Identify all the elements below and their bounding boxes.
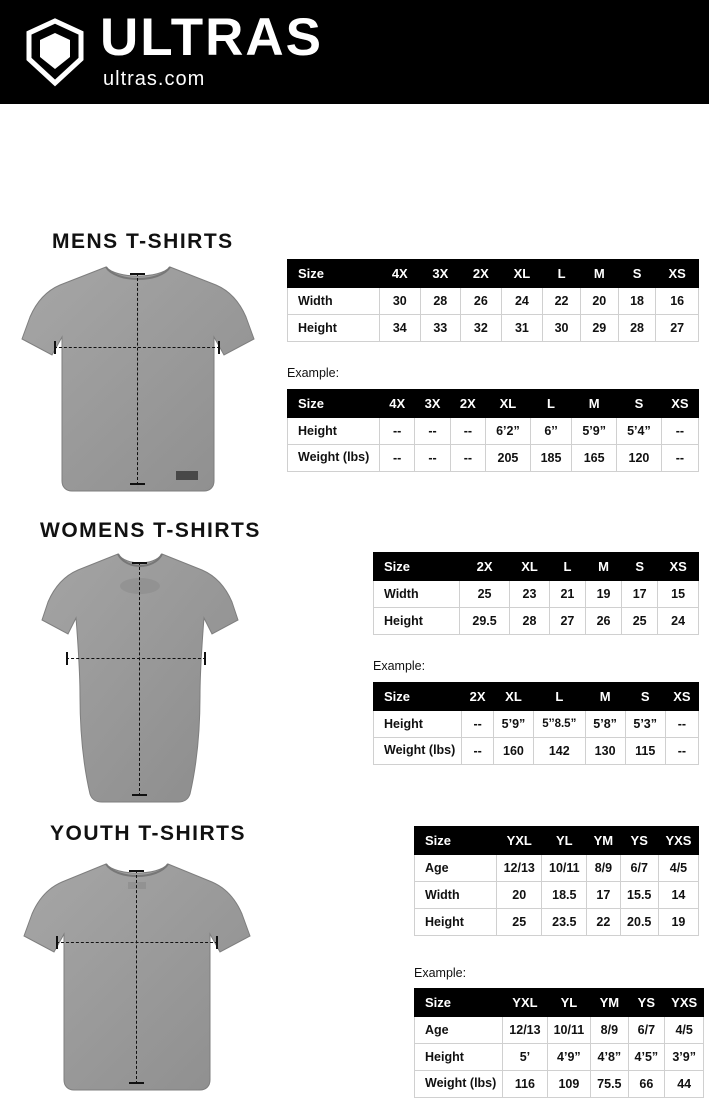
cell: --	[415, 445, 450, 472]
cell: 26	[461, 288, 502, 315]
cell: 75.5	[591, 1071, 628, 1098]
mens-tshirt-illustration	[8, 259, 270, 499]
row-label-weight: Weight (lbs)	[415, 1071, 503, 1098]
cell: 116	[503, 1071, 547, 1098]
cell: 5’3”	[625, 711, 665, 738]
row-label-height: Height	[288, 418, 380, 445]
cell: 16	[656, 288, 699, 315]
mens-example-label: Example:	[287, 366, 340, 380]
cell: 29	[580, 315, 618, 342]
cell: 130	[585, 738, 625, 765]
col-l: L	[543, 260, 581, 288]
cell: 66	[628, 1071, 665, 1098]
womens-example-table	[373, 682, 699, 765]
womens-width-dashed-line	[66, 658, 206, 659]
cell: 8/9	[587, 855, 620, 882]
row-label-height: Height	[415, 909, 497, 936]
cell: --	[462, 738, 494, 765]
cell: 32	[461, 315, 502, 342]
col-3x: 3X	[415, 390, 450, 418]
cell: 15.5	[620, 882, 658, 909]
cell: 165	[572, 445, 617, 472]
table-row	[288, 445, 699, 472]
col-yxl: YXL	[497, 827, 542, 855]
cell: 29.5	[460, 608, 510, 635]
col-m: M	[580, 260, 618, 288]
table-header-row	[415, 827, 699, 855]
cell: 10/11	[542, 855, 587, 882]
col-size: Size	[374, 683, 462, 711]
col-s: S	[617, 390, 662, 418]
cell: 5’’8.5”	[534, 711, 586, 738]
cell: 22	[587, 909, 620, 936]
cell: 109	[547, 1071, 591, 1098]
row-label-age: Age	[415, 1017, 503, 1044]
col-xl: XL	[486, 390, 531, 418]
cell: 205	[486, 445, 531, 472]
col-xl: XL	[501, 260, 543, 288]
cell: 6’2”	[486, 418, 531, 445]
cell: 30	[543, 315, 581, 342]
cell: 27	[549, 608, 585, 635]
cell: 33	[420, 315, 461, 342]
col-2x: 2X	[462, 683, 494, 711]
cell: 28	[510, 608, 550, 635]
cell: 10/11	[547, 1017, 591, 1044]
cell: 20	[497, 882, 542, 909]
row-label-width: Width	[288, 288, 380, 315]
col-ym: YM	[587, 827, 620, 855]
col-s: S	[618, 260, 656, 288]
cell: 4’5”	[628, 1044, 665, 1071]
womens-width-cap-left	[66, 652, 68, 665]
col-s: S	[625, 683, 665, 711]
row-label-height: Height	[374, 608, 460, 635]
womens-height-cap-bottom	[132, 794, 147, 796]
womens-example-label: Example:	[373, 659, 426, 673]
col-ys: YS	[620, 827, 658, 855]
col-yl: YL	[547, 989, 591, 1017]
col-size: Size	[415, 827, 497, 855]
cell: 19	[586, 581, 622, 608]
cell: 4’8”	[591, 1044, 628, 1071]
cell: 28	[420, 288, 461, 315]
page-header	[0, 0, 709, 104]
col-2x: 2X	[461, 260, 502, 288]
cell: 27	[656, 315, 699, 342]
youth-size-table	[414, 826, 699, 936]
cell: 24	[658, 608, 699, 635]
cell: 26	[586, 608, 622, 635]
table-row	[374, 608, 699, 635]
mens-width-cap-left	[54, 341, 56, 354]
col-m: M	[572, 390, 617, 418]
row-label-weight: Weight (lbs)	[288, 445, 380, 472]
cell: 18	[618, 288, 656, 315]
col-size: Size	[415, 989, 503, 1017]
col-xs: XS	[656, 260, 699, 288]
mens-size-table	[287, 259, 699, 342]
ultras-shield-icon	[18, 15, 92, 89]
section-title-mens: MENS T-SHIRTS	[52, 230, 234, 253]
cell: 4/5	[658, 855, 698, 882]
cell: 19	[658, 909, 698, 936]
col-size: Size	[288, 260, 380, 288]
cell: 20	[580, 288, 618, 315]
cell: 3’9”	[665, 1044, 704, 1071]
table-row	[374, 711, 699, 738]
cell: 30	[380, 288, 421, 315]
cell: --	[380, 418, 415, 445]
cell: 25	[497, 909, 542, 936]
cell: --	[665, 711, 698, 738]
col-yxs: YXS	[658, 827, 698, 855]
cell: 18.5	[542, 882, 587, 909]
cell: --	[450, 418, 485, 445]
col-l: L	[534, 683, 586, 711]
cell: 6’’	[530, 418, 571, 445]
col-xs: XS	[665, 683, 698, 711]
cell: 21	[549, 581, 585, 608]
cell: 23	[510, 581, 550, 608]
row-label-height: Height	[374, 711, 462, 738]
youth-width-dashed-line	[56, 942, 218, 943]
table-row	[415, 909, 699, 936]
youth-tshirt-illustration	[6, 854, 268, 1104]
col-s: S	[622, 553, 658, 581]
col-3x: 3X	[420, 260, 461, 288]
cell: --	[450, 445, 485, 472]
cell: --	[462, 711, 494, 738]
cell: 17	[587, 882, 620, 909]
womens-height-dashed-line	[139, 562, 140, 796]
table-row	[415, 882, 699, 909]
col-4x: 4X	[380, 260, 421, 288]
cell: 5’8”	[585, 711, 625, 738]
cell: --	[661, 418, 698, 445]
cell: 34	[380, 315, 421, 342]
womens-tshirt-illustration	[30, 546, 250, 811]
mens-height-dashed-line	[137, 273, 138, 485]
table-row	[415, 855, 699, 882]
row-label-weight: Weight (lbs)	[374, 738, 462, 765]
cell: 20.5	[620, 909, 658, 936]
cell: 6/7	[620, 855, 658, 882]
cell: 8/9	[591, 1017, 628, 1044]
cell: 4’9”	[547, 1044, 591, 1071]
col-4x: 4X	[380, 390, 415, 418]
brand-title: ULTRAS	[100, 8, 323, 68]
table-row	[415, 1044, 704, 1071]
col-size: Size	[374, 553, 460, 581]
cell: 4/5	[665, 1017, 704, 1044]
col-2x: 2X	[460, 553, 510, 581]
cell: 185	[530, 445, 571, 472]
cell: 12/13	[497, 855, 542, 882]
cell: 5’9”	[493, 711, 533, 738]
table-row	[415, 1071, 704, 1098]
col-2x: 2X	[450, 390, 485, 418]
mens-example-table	[287, 389, 699, 472]
table-header-row	[288, 390, 699, 418]
table-row	[374, 581, 699, 608]
col-xl: XL	[493, 683, 533, 711]
cell: 14	[658, 882, 698, 909]
cell: --	[415, 418, 450, 445]
col-l: L	[530, 390, 571, 418]
table-row	[288, 418, 699, 445]
col-yxl: YXL	[503, 989, 547, 1017]
youth-example-label: Example:	[414, 966, 467, 980]
col-xl: XL	[510, 553, 550, 581]
cell: 5’9”	[572, 418, 617, 445]
cell: 17	[622, 581, 658, 608]
table-header-row	[415, 989, 704, 1017]
cell: 115	[625, 738, 665, 765]
brand-website: ultras.com	[103, 67, 206, 90]
cell: 22	[543, 288, 581, 315]
col-ys: YS	[628, 989, 665, 1017]
cell: 5’4”	[617, 418, 662, 445]
cell: 24	[501, 288, 543, 315]
mens-height-cap-bottom	[130, 483, 145, 485]
cell: 6/7	[628, 1017, 665, 1044]
col-xs: XS	[661, 390, 698, 418]
row-label-height: Height	[415, 1044, 503, 1071]
col-m: M	[586, 553, 622, 581]
row-label-width: Width	[374, 581, 460, 608]
youth-height-dashed-line	[136, 870, 137, 1084]
table-row	[415, 1017, 704, 1044]
cell: 12/13	[503, 1017, 547, 1044]
row-label-width: Width	[415, 882, 497, 909]
youth-example-table	[414, 988, 704, 1098]
cell: 160	[493, 738, 533, 765]
col-yl: YL	[542, 827, 587, 855]
womens-width-cap-right	[204, 652, 206, 665]
mens-height-cap-top	[130, 273, 145, 275]
cell: --	[665, 738, 698, 765]
col-xs: XS	[658, 553, 699, 581]
col-l: L	[549, 553, 585, 581]
section-title-youth: YOUTH T-SHIRTS	[50, 822, 247, 845]
col-ym: YM	[591, 989, 628, 1017]
youth-width-cap-right	[216, 936, 218, 949]
cell: --	[380, 445, 415, 472]
col-m: M	[585, 683, 625, 711]
table-row	[374, 738, 699, 765]
womens-height-cap-top	[132, 562, 147, 564]
cell: 25	[460, 581, 510, 608]
youth-height-cap-top	[129, 870, 144, 872]
col-size: Size	[288, 390, 380, 418]
cell: 120	[617, 445, 662, 472]
table-header-row	[288, 260, 699, 288]
mens-width-cap-right	[218, 341, 220, 354]
table-row	[288, 315, 699, 342]
row-label-age: Age	[415, 855, 497, 882]
row-label-height: Height	[288, 315, 380, 342]
womens-size-table	[373, 552, 699, 635]
cell: 5’	[503, 1044, 547, 1071]
youth-height-cap-bottom	[129, 1082, 144, 1084]
cell: 44	[665, 1071, 704, 1098]
cell: 31	[501, 315, 543, 342]
col-yxs: YXS	[665, 989, 704, 1017]
cell: 15	[658, 581, 699, 608]
table-row	[288, 288, 699, 315]
cell: 142	[534, 738, 586, 765]
youth-width-cap-left	[56, 936, 58, 949]
cell: 25	[622, 608, 658, 635]
table-header-row	[374, 683, 699, 711]
table-header-row	[374, 553, 699, 581]
cell: 28	[618, 315, 656, 342]
section-title-womens: WOMENS T-SHIRTS	[40, 519, 261, 542]
cell: 23.5	[542, 909, 587, 936]
cell: --	[661, 445, 698, 472]
